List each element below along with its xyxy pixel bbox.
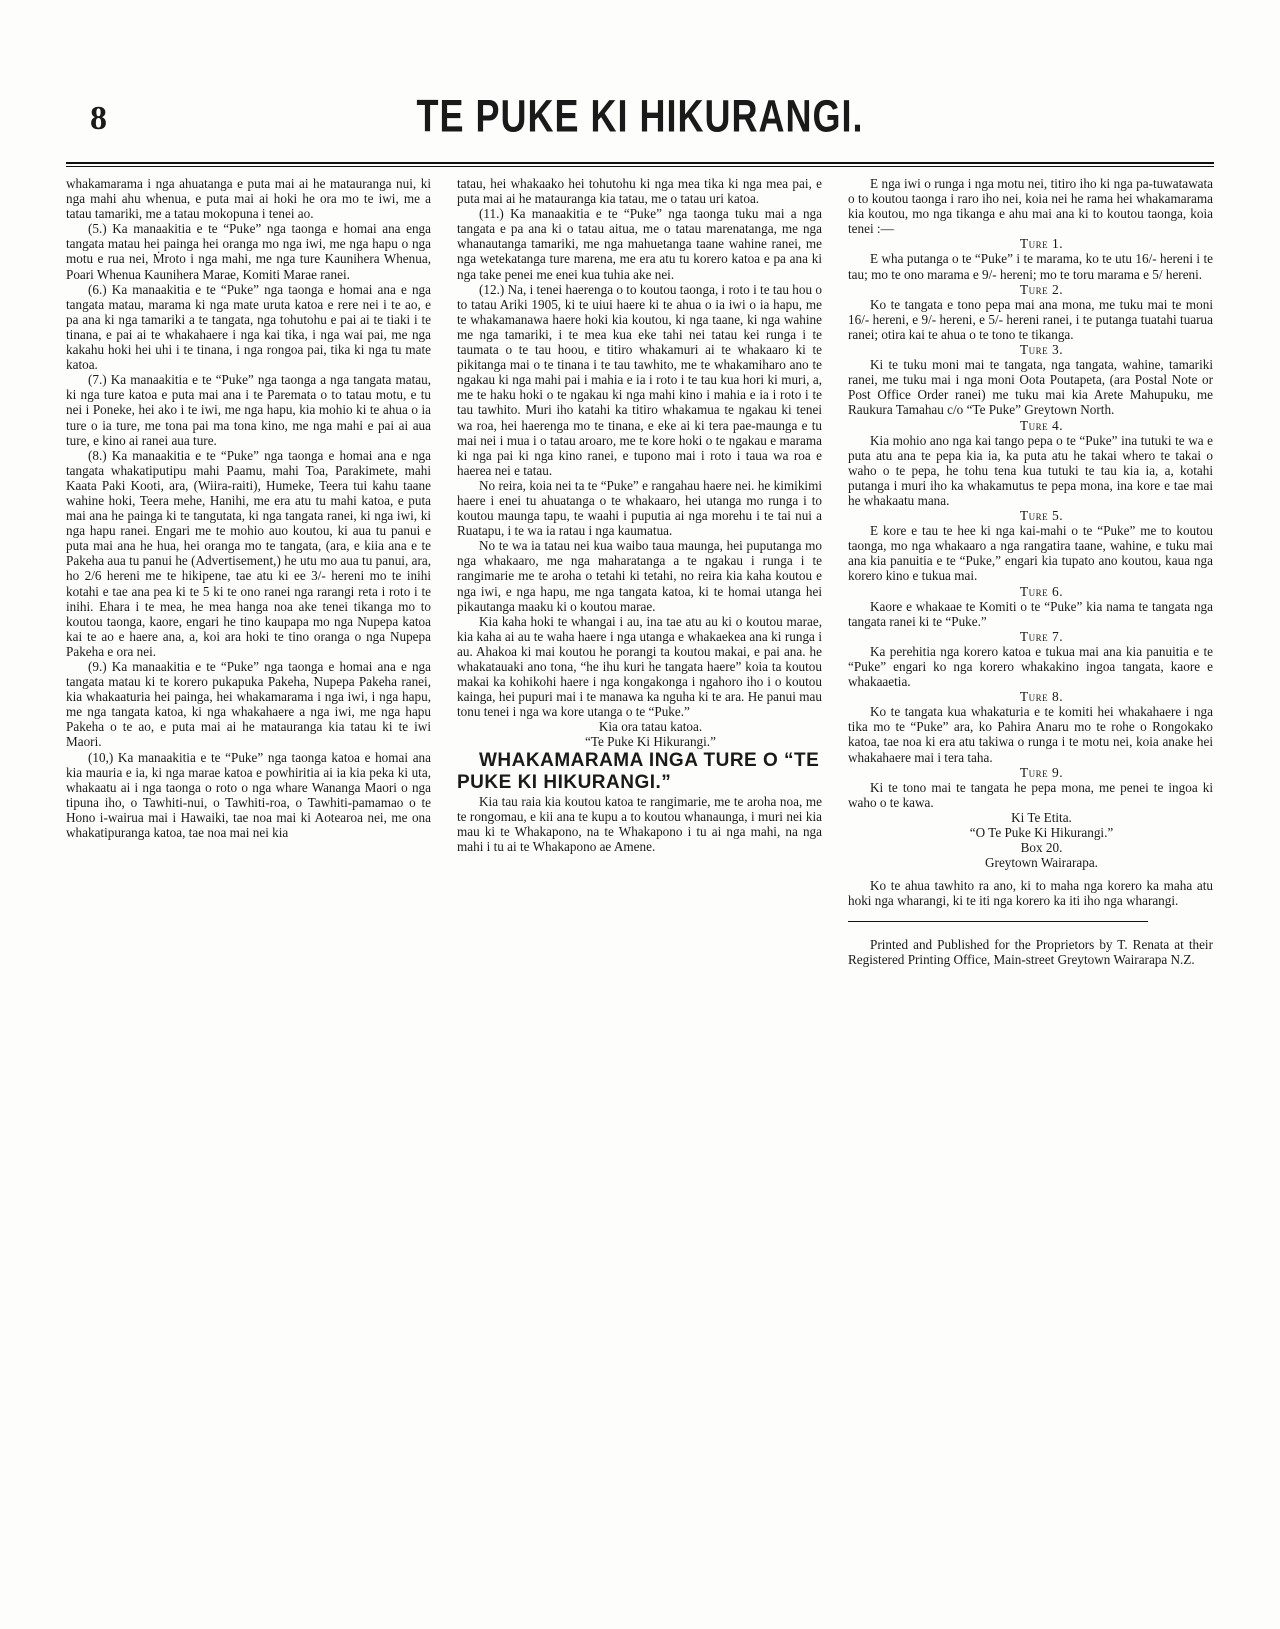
rule-text: Ki te tuku moni mai te tangata, nga tangata, wahine, tamariki ranei, me tuku mai i nga moni Oota Poutapeta, (ara Postal Note or Post Office Order ranei) me tuku mai kia Arete Mahupuku, me Raukura Tamahau c/o “Te Puke” Greytown North. xyxy=(848,357,1213,418)
rule-heading: Ture 5. xyxy=(1019,508,1064,524)
rule-text: Ko te tangata e tono pepa mai ana mona, me tuku mai te moni 16/- hereni, e 9/- hereni, e 5/- hereni ranei, i te putanga tuatahi tuarua ranei; otira kai te ahua o te tono te tikanga. xyxy=(848,296,1213,342)
closing-line: Kia ora tatau katoa. xyxy=(598,719,703,735)
rule-text: Ka perehitia nga korero katoa e tukua mai ana kia panuitia e te “Puke” engari ko nga korero whakakino ingoa tangata, kaore e whakaaetia. xyxy=(848,643,1213,690)
address-line: Box 20. xyxy=(1020,840,1063,856)
column-three xyxy=(848,176,1213,967)
column-two xyxy=(457,176,822,854)
rule-heading: Ture 9. xyxy=(1019,764,1064,780)
rule-heading: Ture 6. xyxy=(1019,583,1064,599)
rule-text: E kore e tau te hee ki nga kai-mahi o te “Puke” me to koutou taonga, mo nga whakaaro a nga rangatira taane, wahine, e tuku mai ana kia panuitia e te “Puke,” engari kia tupato ano koutou, kaua nga korero kino e tukua mai. xyxy=(848,523,1213,584)
masthead-rule-secondary xyxy=(66,166,1214,167)
rule-text: Ki te tono mai te tangata he pepa mona, me penei te ingoa ki waho o te kawa. xyxy=(848,779,1213,810)
column-container xyxy=(66,176,1214,1536)
rule-heading: Ture 2. xyxy=(1019,281,1064,297)
paragraph: (8.) Ka manaakitia e te “Puke” nga taonga e homai ana e nga tangata whakatiputipu mahi Paamu, mahi Toa, Parakimete, mahi Kaata Paki Kooti, ara, (Wiira-raiti), Humeke, Teera tui kahu taane wahine hoki, Teera mehe, Hanihi, me era atu tu mahi katoa, e puta mai ana he painga ki te tangutata, ki nga tangata ranei, ki nga iwi, ki nga hapu ranei. Engari me te mohio auo koutou, ki aua tu panui e puta mai ana he hua, hei oranga mo te tangata, (ara, e kiia ana e te Pakeha aua tu panui he (Advertisement,) he utu mo aua tu panui, ara, ho 2/6 hereni me te hikipene, tae atu ki ee 3/- hereni mo te inihi kotahi e tae ana pea ki te 5 ki te ono ranei nga rarangi reta i roto i te inihi. Ehara i te mea, he mea hanga noa ake tenei tikanga mo to koutou taonga, kaore, engari he tino kaupapa mo nga Nupepa katoa kai te ao e haere ana, a, koi ara hoki te tino oranga o nga Nupepa Pakeha e ora nei. xyxy=(66,447,431,659)
rule-text: Kia mohio ano nga kai tango pepa o te “Puke” ina tutuki te wa e puta atu ana te pepa kia ia, ka puta atu he takai whero te takai o waho o te pepa, he tohu tena kua tutuki te tau kia ia, a, kotahi putanga i muri iho ka whakamutus te pepa mona, ina kore e tae mai he whakaatu mana. xyxy=(848,432,1213,508)
footnote: Ko te ahua tawhito ra ano, ki to maha nga korero ka maha atu hoki nga wharangi, ki te iti nga korero ka iti iho nga wharangi. xyxy=(848,878,1213,909)
paragraph: whakamarama i nga ahuatanga e puta mai ai he matauranga nui, ki nga mahi ahu whenua, e puta mai ai hoki he ora mo te iwi, me a tatau tamariki, me a tatau mokopuna i tenei ao. xyxy=(66,176,431,222)
paragraph: (11.) Ka manaakitia e te “Puke” nga taonga tuku mai a nga tangata e pa ana ki o tatau aitua, me o tatau marenatanga, me nga whanautanga tamariki, me nga mahuetanga taane wahine ranei, me nga wetekatanga ture marena, me era atu tu korero katoa e pa ana ki nga take penei me enei kua tuhia ake nei. xyxy=(457,206,822,282)
masthead-rule xyxy=(66,162,1214,164)
rule-heading: Ture 8. xyxy=(1019,689,1064,705)
page-title: TE PUKE KI HIKURANGI. xyxy=(416,90,864,142)
paragraph: (12.) Na, i tenei haerenga o to koutou taonga, i roto i te tau hou o to tatau Ariki 1905, ki te uiui haere ki te ahua o ia iwi o ia hapu, me te whakamanawa haere hoki kia koutou, ki nga taane, ki nga wahine me nga tamariki, i te mea kua eke tahi nei tatau kei runga i te taumata o te tau hoou, e titiro whakamuri ai te whakaaro ki te pikitanga mai o te tinana i te tau tawhito, me te whakamiharo ano te ngakau ki nga mahi pai i mahia e ia i roto i te tau kua hori ki muri, a, me te haku hoki o te ngakau ki nga mahi kino i mahia e ia i roto i te tau tawhito. Muri iho katahi ka titiro whakamua te ngakau ki tenei wa roa, hei haerenga mo te tinana, e eke ai ki tera pae-maunga e tu mai nei i mua i o tatau aroaro, me te kore hoki o te ngakau e marama ki nga pai ki nga kino ranei, e tupono mai i roto i taua wa roa e haerea nei e tatau. xyxy=(457,281,822,478)
rule-text: Ko te tangata kua whakaturia e te komiti hei whakahaere i nga tika mo te “Puke” ara, ko Pahira Anaru mo te rohe o Rongokako katoa, tae noa ki era atu takiwa o runga i te motu nei, koia anake hei whakahaere mai i tera taha. xyxy=(848,704,1213,765)
paragraph: No reira, koia nei ta te “Puke” e rangahau haere nei. he kimikimi haere i enei tu ahuatanga o te whakaaro, hei utanga mo runga i to koutou maunga tapu, te waahi i puputia ai nga morehu i te tai nui a Ruatapu, i te wa ia ratau i nga kaumatua. xyxy=(457,477,822,539)
paragraph: (6.) Ka manaakitia e te “Puke” nga taonga e homai ana e nga tangata matau, marama ki nga mate uruta katoa e rere nei i te ao, e pa ana ki nga tamariki a te tangata, nga tohutohu e pai ai te tiaki i te tinana, e pai ai te whakahaere i nga kai tika, i nga wai pai, me nga kakahu hoki hei uhi i te tinana, i nga rongoa pai, tika ki nga tu mate katoa. xyxy=(66,281,431,373)
address-line: Greytown Wairarapa. xyxy=(985,855,1098,871)
paragraph: (9.) Ka manaakitia e te “Puke” nga taonga e homai ana e nga tangata matau ki te korero pukapuka Pakeha, Nupepa Pakeha ranei, kia whakaaturia hei painga, hei whakamarama i nga iwi, i nga hapu, me nga tangata katoa, ki nga whakahaere a nga iwi, me nga hapu Pakeha o te ao, e puta mai ai he matauranga kia tatau ki te iwi Maori. xyxy=(66,659,431,750)
rule-text: E wha putanga o te “Puke” i te marama, ko te utu 16/- hereni i te tau; mo te ono marama e 9/- hereni; mo te toru marama e 5/ hereni. xyxy=(848,251,1213,282)
paragraph: (7.) Ka manaakitia e te “Puke” nga taonga a nga tangata matau, ki nga ture katoa e puta mai ana i te Paremata o to tatau motu, e tu nei i Poneke, hei ako i te iwi, me nga hapu, kia mohio ki te ahua o ia ture o ia ture, me tona pai ma tona kino, me nga mahi e pai ai aua ture, e kino ai ranei aua ture. xyxy=(66,372,431,448)
rule-text: Kaore e whakaae te Komiti o te “Puke” kia nama te tangata nga tangata ranei ki te “Puke.” xyxy=(848,598,1213,629)
rule-heading: Ture 3. xyxy=(1019,342,1064,358)
paragraph: (10,) Ka manaakitia e te “Puke” nga taonga katoa e homai ana kia mauria e ia, ki nga marae katoa e powhiritia ai ia kia peka ki uta, whakaatu ai i nga taonga o roto o nga whare Wananga Maori o nga tipuna iho, o Tawhiti-nui, o Tawhiti-roa, o Tawhiti-pamamao o te Hono i-wairua mai i Hawaiki, tae noa mai ki Aotearoa nei, me ona whakatipuranga katoa, tae noa mai nei kia xyxy=(66,749,431,841)
masthead xyxy=(60,90,1220,150)
paragraph: (5.) Ka manaakitia e te “Puke” nga taonga e homai ana enga tangata matau hei painga hei oranga mo nga iwi, me nga hapu o nga motu e rua nei, Ṁroto i nga mahi, me nga ture Kaunihera Whenua, Poari Whenua Kaunihera Marae, Komiti Marae ranei. xyxy=(66,221,431,282)
page-number: 8 xyxy=(90,100,107,137)
column-one xyxy=(66,176,431,840)
paragraph: Kia kaha hoki te whangai i au, ina tae atu au ki o koutou marae, kia kaha ai au te waha haere i nga utanga e whakaekea ana ki runga i au. Ahakoa ki mai koutou he porangi ta koutou makai, e pai ana. he whakatauaki ano tona, “he ihu kuri he tangata haere” koia ta koutou makai ka kohikohi haere i nga kongakonga i ngahoro iho i o koutou kainga, hei pupuri mai i te manawa ka nguha ki te ara. He panui mau tonu tenei i nga wa kore utanga o te “Puke.” xyxy=(457,613,822,720)
paragraph: No te wa ia tatau nei kua waibo taua maunga, hei puputanga mo nga whakaaro, me nga maharatanga a te ngakau i runga i te rangimarie me te aroha o tetahi ki tetahi, no reira kia kaha koutou e nga iwi, e nga hapu, me nga tangata katoa, ki te homai utanga hei pikautanga maaku ki o koutou marae. xyxy=(457,538,822,614)
rule-heading: Ture 4. xyxy=(1019,417,1064,433)
paragraph: tatau, hei whakaako hei tohutohu ki nga mea tika ki nga mea pai, e puta mai ai he matauranga kia tatau, me o tatau uri katoa. xyxy=(457,176,822,207)
rule-heading: Ture 1. xyxy=(1019,236,1064,252)
address-line: “O Te Puke Ki Hikurangi.” xyxy=(969,825,1114,841)
section-heading: WHAKAMARAMA INGA TURE O “TE PUKE KI HIKURANGI.” xyxy=(457,749,820,793)
paragraph: Kia tau raia kia koutou katoa te rangimarie, me te aroha noa, me te rongomau, e kii ana te kupu a to koutou whanaunga, i muri nei kia mau ki te Whakapono, na te Whakapono i tu ai nga mahi, na nga mahi i tu ai te Whakapono ae Amene. xyxy=(457,793,822,854)
paragraph: E nga iwi o runga i nga motu nei, titiro iho ki nga pa-tuwatawata o to koutou taonga i raro iho nei, koia nei he rama hei whakamarama kia koutou, mo nga tikanga e ahu mai ana ki to koutou taonga, koia tenei :— xyxy=(848,176,1213,237)
closing-signature: “Te Puke Ki Hikurangi.” xyxy=(585,734,716,750)
rule-heading: Ture 7. xyxy=(1019,628,1064,644)
imprint: Printed and Published for the Proprietors by T. Renata at their Registered Printing Office, Main-street Greytown Wairarapa N.Z. xyxy=(848,936,1213,967)
address-line: Ki Te Etita. xyxy=(1011,809,1072,825)
imprint-rule xyxy=(848,921,1148,922)
